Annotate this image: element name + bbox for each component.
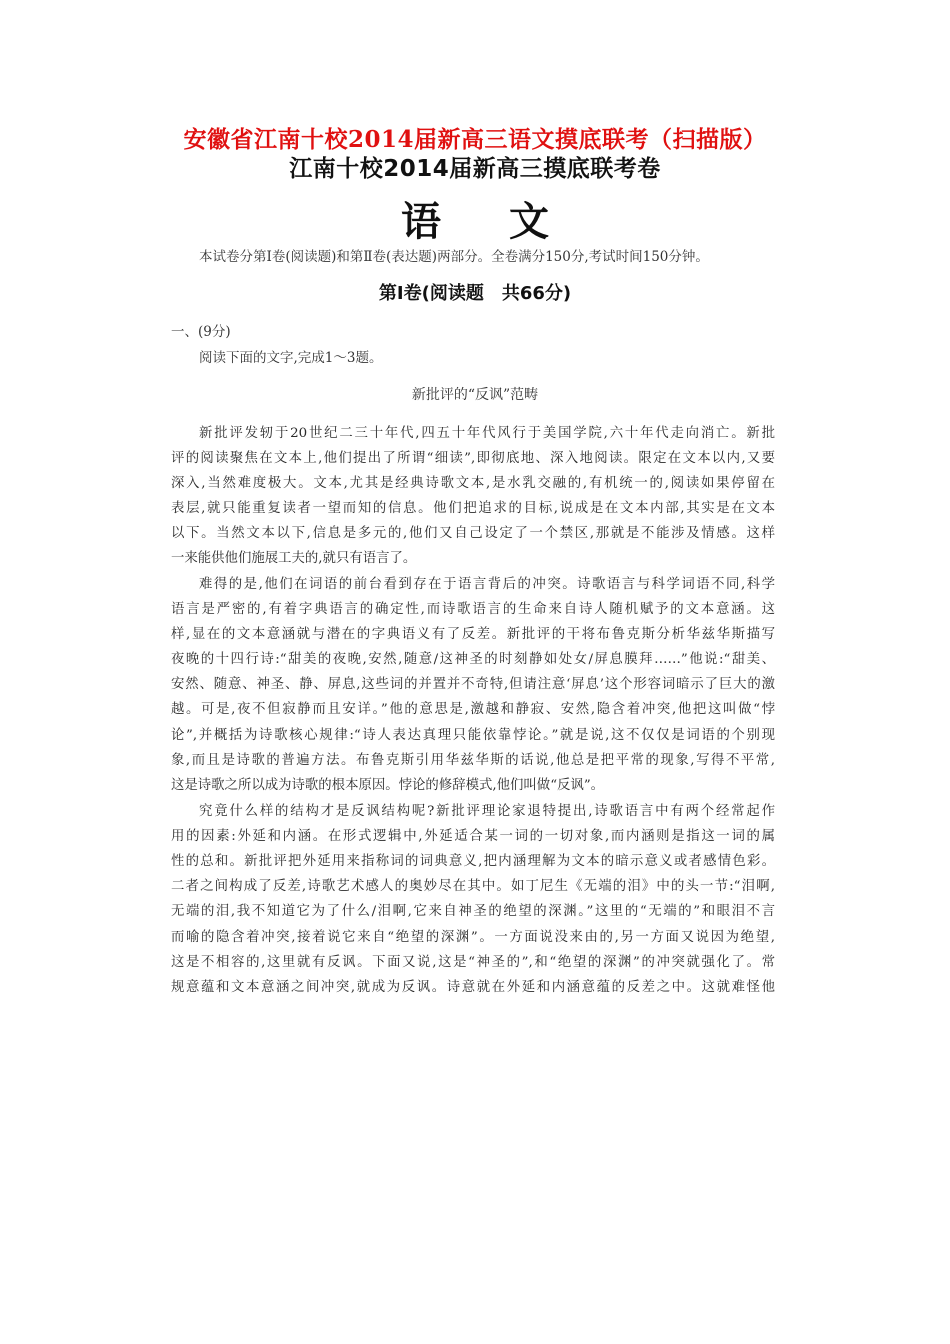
article-line: 以下。当然文本以下,信息是多元的,他们又自己设定了一个禁区,那就是不能涉及情感。这样 xyxy=(171,526,775,541)
article-line: 无端的泪,我不知道它为了什么/泪啊,它来自神圣的绝望的深渊。”这里的“无端的”和眼泪不言 xyxy=(171,904,775,919)
article-line: 样,显在的文本意涵就与潜在的字典语义有了反差。新批评的干将布鲁克斯分析华兹华斯描写 xyxy=(171,627,775,642)
question-header: 一、(9分) xyxy=(171,324,231,340)
article-line: 深入,当然难度极大。文本,尤其是经典诗歌文本,是水乳交融的,有机统一的,阅读如果停留在 xyxy=(171,476,775,491)
article-line: 夜晚的十四行诗:“甜美的夜晚,安然,随意/这神圣的时刻静如处女/屏息膜拜……”他说:“甜美、 xyxy=(171,652,775,667)
article-line: 新批评发轫于20世纪二三十年代,四五十年代风行于美国学院,六十年代走向消亡。新批 xyxy=(199,426,775,441)
article-line: 二者之间构成了反差,诗歌艺术感人的奥妙尽在其中。如丁尼生《无端的泪》中的头一节:“泪啊, xyxy=(171,879,775,894)
article-line: 这是诗歌之所以成为诗歌的根本原因。悖论的修辞模式,他们叫做“反讽”。 xyxy=(171,778,605,793)
article-line: 评的阅读聚焦在文本上,他们提出了所谓“细读”,即彻底地、深入地阅读。限定在文本以内,又要 xyxy=(171,451,775,466)
article-title: 新批评的“反讽”范畴 xyxy=(411,387,539,403)
exam-intro: 本试卷分第Ⅰ卷(阅读题)和第Ⅱ卷(表达题)两部分。全卷满分150分,考试时间150分钟。 xyxy=(199,249,709,265)
article-line: 性的总和。新批评把外延用来指称词的词典意义,把内涵理解为文本的暗示意义或者感情色彩。 xyxy=(171,854,775,869)
article-line: 这是不相容的,这里就有反讽。下面又说,这是“神圣的”,和“绝望的深渊”的冲突就强化了。常 xyxy=(171,955,775,970)
article-line: 一来能供他们施展工夫的,就只有语言了。 xyxy=(171,551,417,566)
article-line: 安然、随意、神圣、静、屏息,这些词的并置并不奇特,但请注意‘屏息’这个形容词暗示了巨大的激 xyxy=(171,677,775,692)
article-line: 象,而且是诗歌的普遍方法。布鲁克斯引用华兹华斯的话说,他总是把平常的现象,写得不平常, xyxy=(171,753,775,768)
article-line: 规意蕴和文本意涵之间冲突,就成为反讽。诗意就在外延和内涵意蕴的反差之中。这就难怪他 xyxy=(171,980,775,995)
article-line: 难得的是,他们在词语的前台看到存在于语言背后的冲突。诗歌语言与科学词语不同,科学 xyxy=(199,577,775,592)
article-line: 而喻的隐含着冲突,接着说它来自“绝望的深渊”。一方面说没来由的,另一方面又说因为绝望, xyxy=(171,930,775,945)
exam-title: 江南十校2014届新高三摸底联考卷 xyxy=(289,156,661,182)
part-title: 第Ⅰ卷(阅读题 共66分) xyxy=(378,283,572,304)
question-instruction: 阅读下面的文字,完成1～3题。 xyxy=(199,350,383,366)
article-line: 语言是严密的,有着字典语言的确定性,而诗歌语言的生命来自诗人随机赋予的文本意涵。这 xyxy=(171,602,775,617)
subject-title: 语文 xyxy=(401,198,617,245)
document-red-title: 安徽省江南十校2014届新高三语文摸底联考（扫描版） xyxy=(183,126,767,153)
article-line: 越。可是,夜不但寂静而且安详。”他的意思是,激越和静寂、安然,隐含着冲突,他把这叫做“悖 xyxy=(171,702,775,717)
article-line: 表层,就只能重复读者一望而知的信息。他们把追求的目标,说成是在文本内部,其实是在文本 xyxy=(171,501,775,516)
article-line: 究竟什么样的结构才是反讽结构呢?新批评理论家退特提出,诗歌语言中有两个经常起作 xyxy=(199,804,775,819)
article-line: 用的因素:外延和内涵。在形式逻辑中,外延适合某一词的一切对象,而内涵则是指这一词的属 xyxy=(171,829,775,844)
article-line: 论”,并概括为诗歌核心规律:“诗人表达真理只能依靠悖论。”就是说,这不仅仅是词语的个别现 xyxy=(171,728,775,743)
